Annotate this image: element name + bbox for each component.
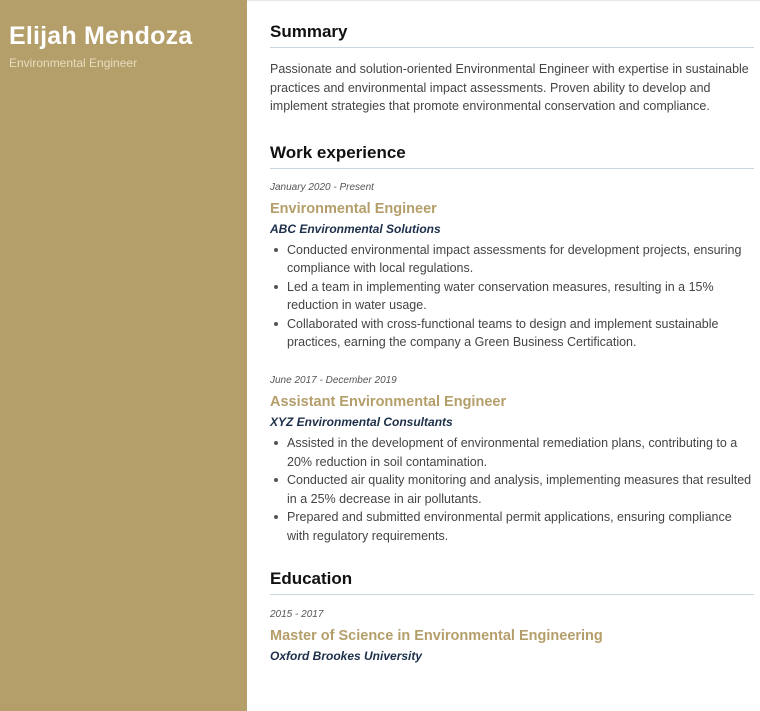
education-section — [270, 568, 754, 665]
job-title: Assistant Environmental Engineer — [270, 394, 507, 411]
job-bullet: Conducted environmental impact assessments for development projects, ensuring compliance with local regulations. — [270, 241, 754, 278]
education-entry — [270, 608, 754, 665]
job-bullet: Assisted in the development of environmental remediation plans, contributing to a 20% reduction in soil contamination. — [270, 434, 754, 471]
summary-section — [270, 21, 754, 116]
education-degree: Master of Science in Environmental Engineering — [270, 627, 603, 644]
candidate-name: Elijah Mendoza — [9, 22, 193, 50]
main-content — [247, 0, 760, 711]
job-company: XYZ Environmental Consultants — [270, 415, 453, 430]
job-entry — [270, 181, 754, 353]
job-company: ABC Environmental Solutions — [270, 221, 441, 236]
job-bullet: Prepared and submitted environmental permit applications, ensuring compliance with regulatory requirements. — [270, 508, 754, 545]
job-date: January 2020 - Present — [270, 181, 374, 193]
sidebar — [0, 0, 247, 711]
job-title: Environmental Engineer — [270, 200, 437, 217]
job-bullet: Led a team in implementing water conservation measures, resulting in a 15% reduction in water usage. — [270, 278, 754, 315]
experience-section — [270, 142, 754, 546]
education-heading: Education — [270, 568, 754, 595]
job-bullet: Conducted air quality monitoring and analysis, implementing measures that resulted in a 25% decrease in air pollutants. — [270, 471, 754, 508]
job-bullet: Collaborated with cross-functional teams to design and implement sustainable practices, earning the company a Green Business Certification. — [270, 315, 754, 352]
job-bullets — [270, 241, 754, 353]
job-date: June 2017 - December 2019 — [270, 375, 397, 387]
job-bullets — [270, 434, 754, 546]
experience-heading: Work experience — [270, 142, 754, 169]
summary-text: Passionate and solution-oriented Environmental Engineer with expertise in sustainable practices and environmental impact assessments. Proven ability to develop and implement strategies that promote environmental conservation and compliance. — [270, 62, 749, 113]
candidate-role: Environmental Engineer — [9, 56, 138, 70]
summary-heading: Summary — [270, 21, 754, 48]
job-entry — [270, 374, 754, 546]
education-date: 2015 - 2017 — [270, 608, 324, 620]
education-school: Oxford Brookes University — [270, 648, 423, 663]
